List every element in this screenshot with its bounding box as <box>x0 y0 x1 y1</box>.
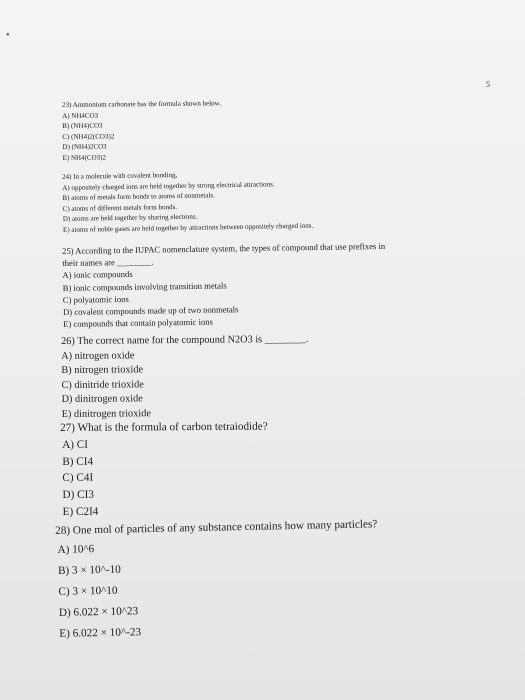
question-26-option-e: E) dinitrogen trioxide <box>61 408 151 420</box>
question-24-option-d: D) atoms are held together by sharing electrons. <box>62 213 198 224</box>
question-27-option-c: C) C4I <box>62 472 94 485</box>
question-28 <box>55 516 380 645</box>
question-25-stem: 25) According to the IUPAC nomenclature system, the types of compound that use prefixes in <box>62 240 386 256</box>
question-26-option-d: D) dinitrogen oxide <box>61 393 143 406</box>
question-25-stem-continued: their names are ________. <box>62 256 154 269</box>
question-27 <box>60 419 268 521</box>
question-24-option-b: B) atoms of metals form bonds to atoms of nonmetals. <box>62 191 215 203</box>
question-26-option-a: A) nitrogen oxide <box>61 349 135 362</box>
corner-mark: • <box>6 30 10 41</box>
question-28-option-d: D) 6.022 × 10^23 <box>58 605 139 619</box>
question-23-option-c: C) (NH4)2(CO3)2 <box>62 132 115 141</box>
question-28-option-c: C) 3 × 10^10 <box>58 584 118 598</box>
question-27-option-b: B) CI4 <box>62 455 94 468</box>
question-28-stem: 28) One mol of particles of any substance contains how many particles? <box>55 518 378 537</box>
question-24-option-e: E) atoms of noble gases are held together by attractions between oppositely charged ions. <box>62 221 314 234</box>
page-number: 5 <box>486 80 490 89</box>
question-25-option-c: C) polyatomic ions <box>62 293 129 305</box>
question-27-option-a: A) CI <box>62 438 89 451</box>
question-26-option-c: C) dinitride trioxide <box>61 379 144 391</box>
question-25-option-a: A) ionic compounds <box>62 269 133 281</box>
question-25-option-b: B) ionic compounds involving transition metals <box>62 280 227 293</box>
question-23-option-b: B) (NH4)CO3 <box>62 121 103 131</box>
question-25 <box>62 240 386 330</box>
question-27-option-d: D) CI3 <box>62 488 94 502</box>
question-24-option-a: A) oppositely charged ions are held together by strong electrical attractions. <box>62 179 275 192</box>
question-27-option-e: E) C2I4 <box>62 505 99 518</box>
question-23 <box>62 98 222 163</box>
question-28-option-a: A) 10^6 <box>57 542 95 556</box>
question-28-option-e: E) 6.022 × 10^-23 <box>59 626 142 640</box>
question-26 <box>61 333 309 423</box>
question-28-option-b: B) 3 × 10^-10 <box>57 563 121 577</box>
question-23-stem: 23) Ammonium carbonate has the formula shown below. <box>62 99 222 109</box>
question-24-option-c: C) atoms of different metals form bonds. <box>62 202 178 213</box>
question-27-stem: 27) What is the formula of carbon tetraiodide? <box>60 420 268 434</box>
question-25-option-e: E) compounds that contain polyatomic ions <box>63 316 213 330</box>
question-24-stem: 24) In a molecule with covalent bonding, <box>62 170 178 181</box>
question-23-option-e: E) NH4(CO3)2 <box>62 153 107 162</box>
question-25-option-d: D) covalent compounds made up of two nonmetals <box>62 304 239 318</box>
question-24 <box>62 168 313 236</box>
question-23-option-a: A) NH4CO3 <box>62 111 99 120</box>
question-26-option-b: B) nitrogen trioxide <box>61 364 144 377</box>
question-23-option-d: D) (NH4)2CO3 <box>62 142 107 152</box>
question-26-stem: 26) The correct name for the compound N2O3 is ________. <box>61 333 309 347</box>
